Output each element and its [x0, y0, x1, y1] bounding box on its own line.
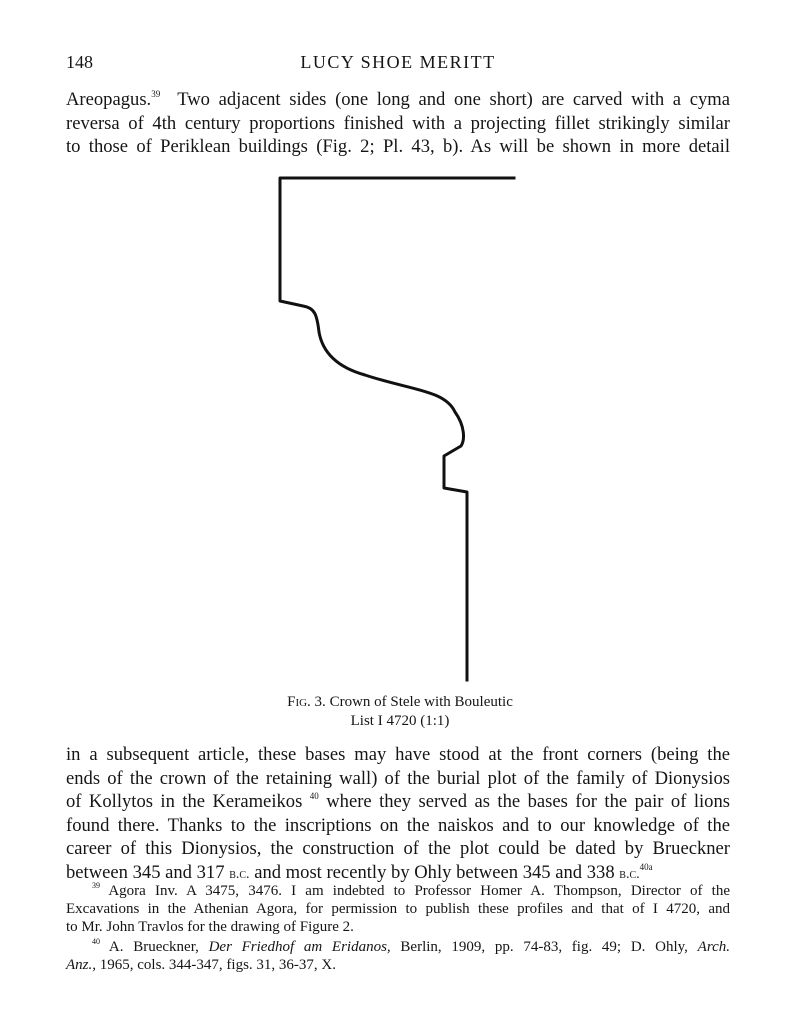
text-line: in a subsequent article, these bases may have stood at the front corners (being the	[66, 744, 730, 765]
footnote-line: to Mr. John Travlos for the drawing of Figure 2.	[66, 919, 354, 935]
footnote-39	[66, 882, 730, 936]
era-abbrev: b.c.	[619, 866, 640, 882]
text-segment: between 345 and 317	[66, 861, 225, 883]
footnote-line: Excavations in the Athenian Agora, for permission to publish these profiles and that of I 4720, and	[66, 901, 730, 917]
footnote-ref[interactable]: 40a	[639, 861, 653, 872]
text-line: found there. Thanks to the inscriptions on the naiskos and to our knowledge of the	[66, 814, 730, 836]
text-segment: where they served as the bases for the pair of lions	[326, 791, 730, 812]
text-line: career of this Dionysios, the construction of the plot could be dated by Brueckner	[66, 838, 730, 859]
footnote-40	[66, 938, 730, 974]
footnote-text: 1965, cols. 344-347, figs. 31, 36-37, X.	[99, 957, 336, 973]
bottom-paragraph	[66, 743, 730, 886]
footnote-journal: Anz.,	[66, 957, 96, 973]
text-line	[66, 790, 730, 814]
footnotes	[66, 882, 730, 976]
text-segment: Two adjacent sides (one long and one short) are carved with a cyma	[177, 89, 730, 110]
text-segment: of Kollytos in the Kerameikos	[66, 791, 303, 812]
text-segment: and most recently by Ohly between 345 and 338	[254, 861, 615, 883]
footnote-ref[interactable]: 39	[151, 89, 161, 99]
text-line: to those of Periklean buildings (Fig. 2; Pl. 43, b). As will be shown in more detail	[66, 136, 730, 157]
caption-text: Crown of Stele with Bouleutic	[329, 694, 513, 710]
text-line: ends of the crown of the retaining wall) of the burial plot of the family of Dionysios	[66, 767, 730, 789]
caption-line	[240, 693, 560, 712]
footnote-marker: 39	[92, 881, 100, 890]
page-number: 148	[66, 52, 93, 72]
footnote-text: Agora Inv. A 3475, 3476. I am indebted to Professor Homer A. Thompson, Director of the	[108, 883, 730, 899]
figure-label: Fig. 3.	[287, 694, 326, 710]
moulding-profile-drawing	[260, 170, 540, 690]
era-abbrev: b.c.	[229, 866, 250, 882]
footnote-line	[66, 882, 730, 900]
page-header	[66, 52, 730, 76]
footnote-ref[interactable]: 40	[309, 791, 319, 801]
footnote-marker: 40	[92, 937, 100, 946]
profile-outline	[280, 178, 514, 680]
caption-line: List I 4720 (1:1)	[350, 713, 450, 729]
running-head: LUCY SHOE MERITT	[300, 52, 496, 72]
footnote-text: Berlin, 1909, pp. 74-83, fig. 49; D. Ohly,	[400, 939, 688, 955]
footnote-line	[66, 938, 730, 956]
footnote-journal: Arch.	[697, 939, 731, 955]
footnote-title: Der Friedhof am Eridanos,	[208, 939, 391, 955]
footnote-text: A. Brueckner,	[108, 939, 199, 955]
top-paragraph	[66, 88, 730, 159]
text-line	[66, 88, 730, 112]
figure-caption	[240, 693, 560, 731]
text-line: reversa of 4th century proportions finished with a projecting fillet strikingly similar	[66, 112, 730, 134]
footnote-line	[66, 956, 730, 974]
text-segment: Areopagus.	[66, 89, 152, 110]
